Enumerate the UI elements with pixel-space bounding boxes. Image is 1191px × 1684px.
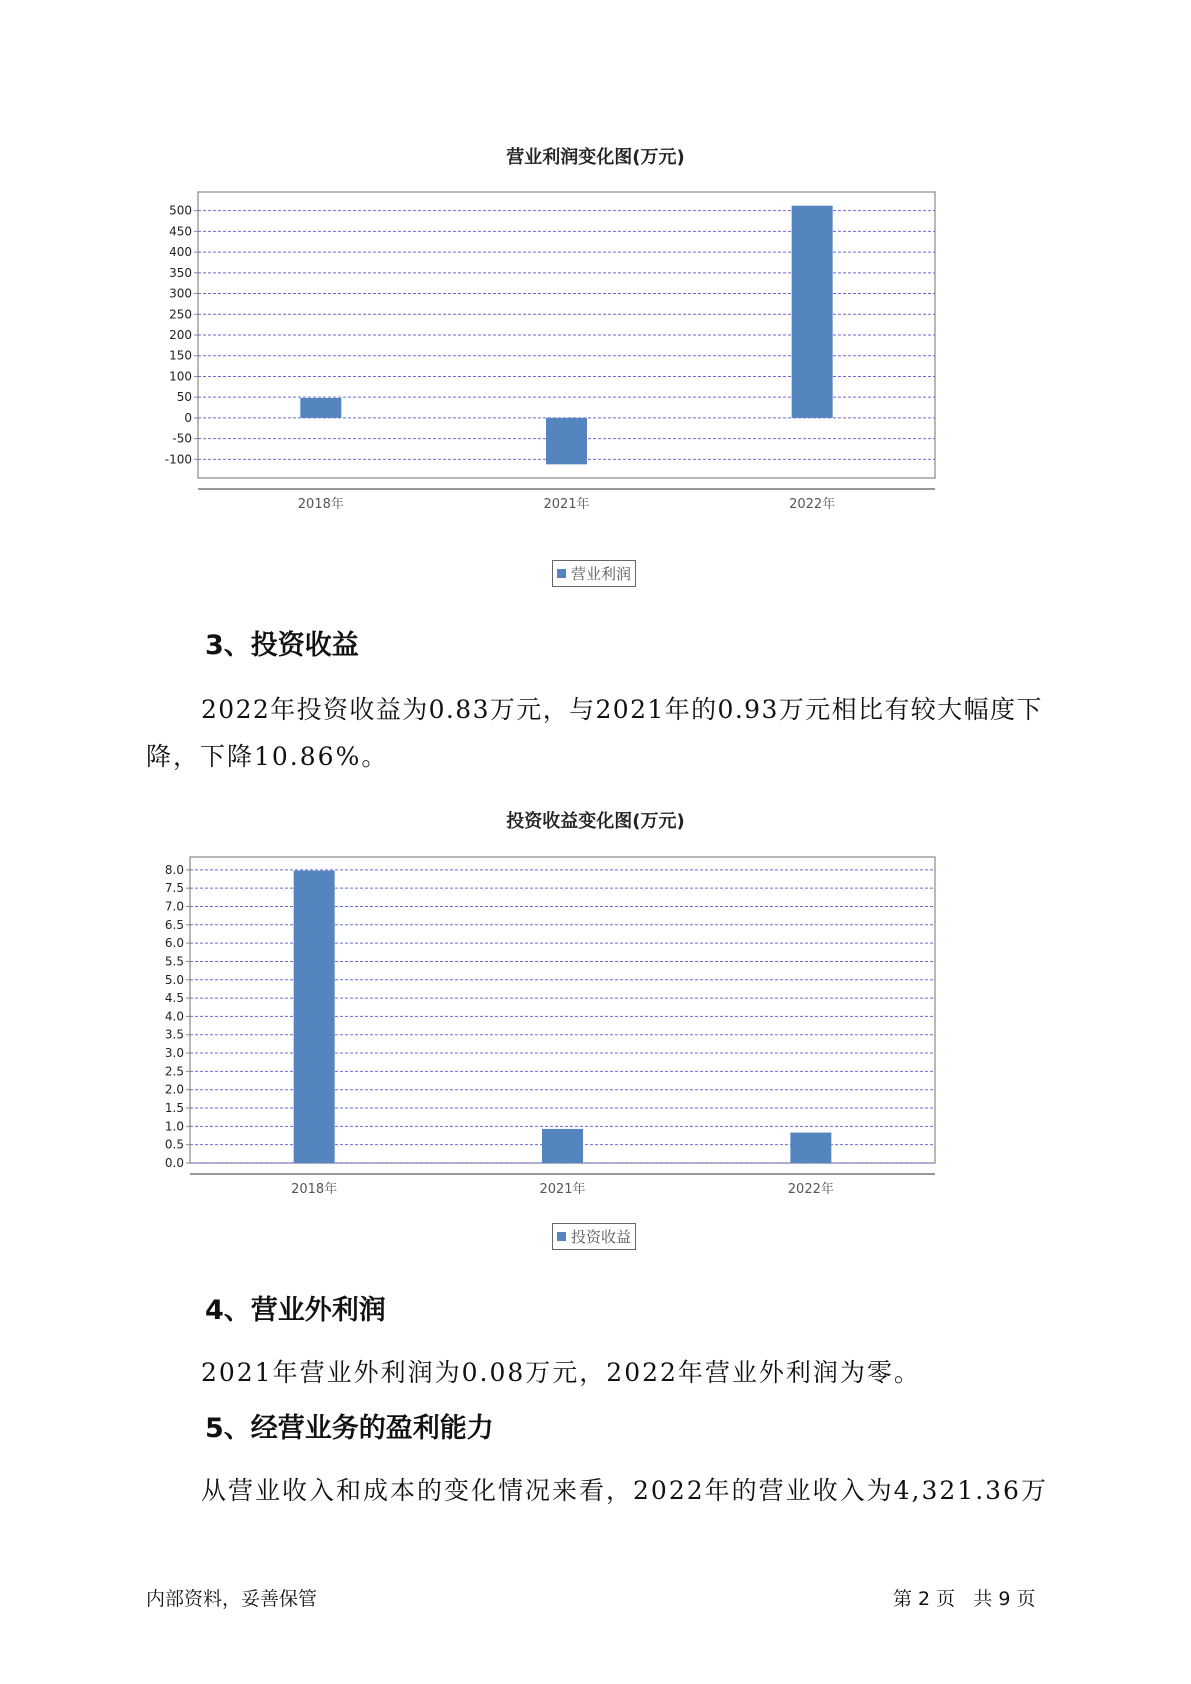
y-tick-label: 8.0 bbox=[164, 862, 184, 877]
bar-2018年 bbox=[300, 398, 341, 418]
y-tick-label: 1.5 bbox=[164, 1101, 184, 1116]
y-tick-label: 1.0 bbox=[164, 1119, 184, 1134]
y-tick-label: 150 bbox=[169, 348, 192, 363]
y-tick-label: 2.0 bbox=[164, 1082, 184, 1097]
section3-para-line2: 降，下降10.86%。 bbox=[146, 742, 389, 771]
y-tick-label: 450 bbox=[169, 224, 192, 239]
y-tick-label: 2.5 bbox=[164, 1064, 184, 1079]
y-tick-label: 350 bbox=[169, 265, 192, 280]
y-tick-label: 0.5 bbox=[164, 1137, 184, 1152]
y-tick-label: 300 bbox=[169, 286, 192, 301]
section4-heading: 4、营业外利润 bbox=[205, 1295, 386, 1326]
legend-swatch bbox=[557, 569, 566, 578]
y-tick-label: 5.5 bbox=[164, 954, 184, 969]
y-tick-label: 7.0 bbox=[164, 899, 184, 914]
y-tick-label: 50 bbox=[176, 390, 192, 405]
y-tick-label: 100 bbox=[169, 369, 192, 384]
chart1-plot bbox=[150, 180, 1030, 540]
bar-2022年 bbox=[790, 1133, 831, 1163]
y-tick-label: 500 bbox=[169, 203, 192, 218]
section5-para: 从营业收入和成本的变化情况来看，2022年的营业收入为4,321.36万 bbox=[201, 1476, 1048, 1505]
chart1-title: 营业利润变化图(万元) bbox=[506, 147, 685, 168]
chart2-plot bbox=[150, 845, 1030, 1205]
y-tick-label: 6.0 bbox=[164, 936, 184, 951]
y-tick-label: -100 bbox=[164, 452, 192, 467]
y-tick-label: 400 bbox=[169, 245, 192, 260]
y-tick-label: 0 bbox=[184, 410, 192, 425]
y-tick-label: -50 bbox=[172, 431, 192, 446]
chart1-legend bbox=[552, 560, 636, 587]
bar-2021年 bbox=[546, 418, 587, 464]
y-tick-label: 3.5 bbox=[164, 1027, 184, 1042]
x-tick-label: 2018年 bbox=[291, 1182, 338, 1197]
y-tick-label: 7.5 bbox=[164, 881, 184, 896]
section3-heading: 3、投资收益 bbox=[205, 630, 359, 661]
y-tick-label: 200 bbox=[169, 328, 192, 342]
bar-2022年 bbox=[792, 206, 833, 418]
bar-2018年 bbox=[294, 871, 335, 1163]
legend-swatch bbox=[557, 1232, 566, 1241]
section4-para: 2021年营业外利润为0.08万元，2022年营业外利润为零。 bbox=[201, 1358, 921, 1387]
x-tick-label: 2022年 bbox=[787, 1182, 834, 1197]
y-tick-label: 4.0 bbox=[164, 1009, 184, 1024]
x-tick-label: 2021年 bbox=[539, 1182, 586, 1197]
y-tick-label: 0.0 bbox=[164, 1156, 184, 1170]
section3-para-line1: 2022年投资收益为0.83万元，与2021年的0.93万元相比有较大幅度下 bbox=[201, 695, 1043, 724]
chart2-title: 投资收益变化图(万元) bbox=[506, 811, 685, 832]
chart2-legend-label: 投资收益 bbox=[571, 1228, 632, 1246]
x-tick-label: 2018年 bbox=[297, 497, 344, 512]
bar-2021年 bbox=[542, 1129, 583, 1163]
section5-heading: 5、经营业务的盈利能力 bbox=[205, 1413, 494, 1444]
y-tick-label: 5.0 bbox=[164, 972, 184, 987]
x-tick-label: 2022年 bbox=[789, 497, 836, 512]
y-tick-label: 4.5 bbox=[164, 991, 184, 1006]
y-tick-label: 6.5 bbox=[164, 917, 184, 932]
footer-page-number: 第 2 页 共 9 页 bbox=[893, 1588, 1036, 1610]
y-tick-label: 3.0 bbox=[164, 1046, 184, 1061]
x-tick-label: 2021年 bbox=[543, 497, 590, 512]
chart1-legend-label: 营业利润 bbox=[571, 565, 632, 583]
y-tick-label: 250 bbox=[169, 307, 192, 322]
footer-confidential: 内部资料，妥善保管 bbox=[146, 1588, 318, 1610]
chart2-legend bbox=[552, 1223, 636, 1250]
